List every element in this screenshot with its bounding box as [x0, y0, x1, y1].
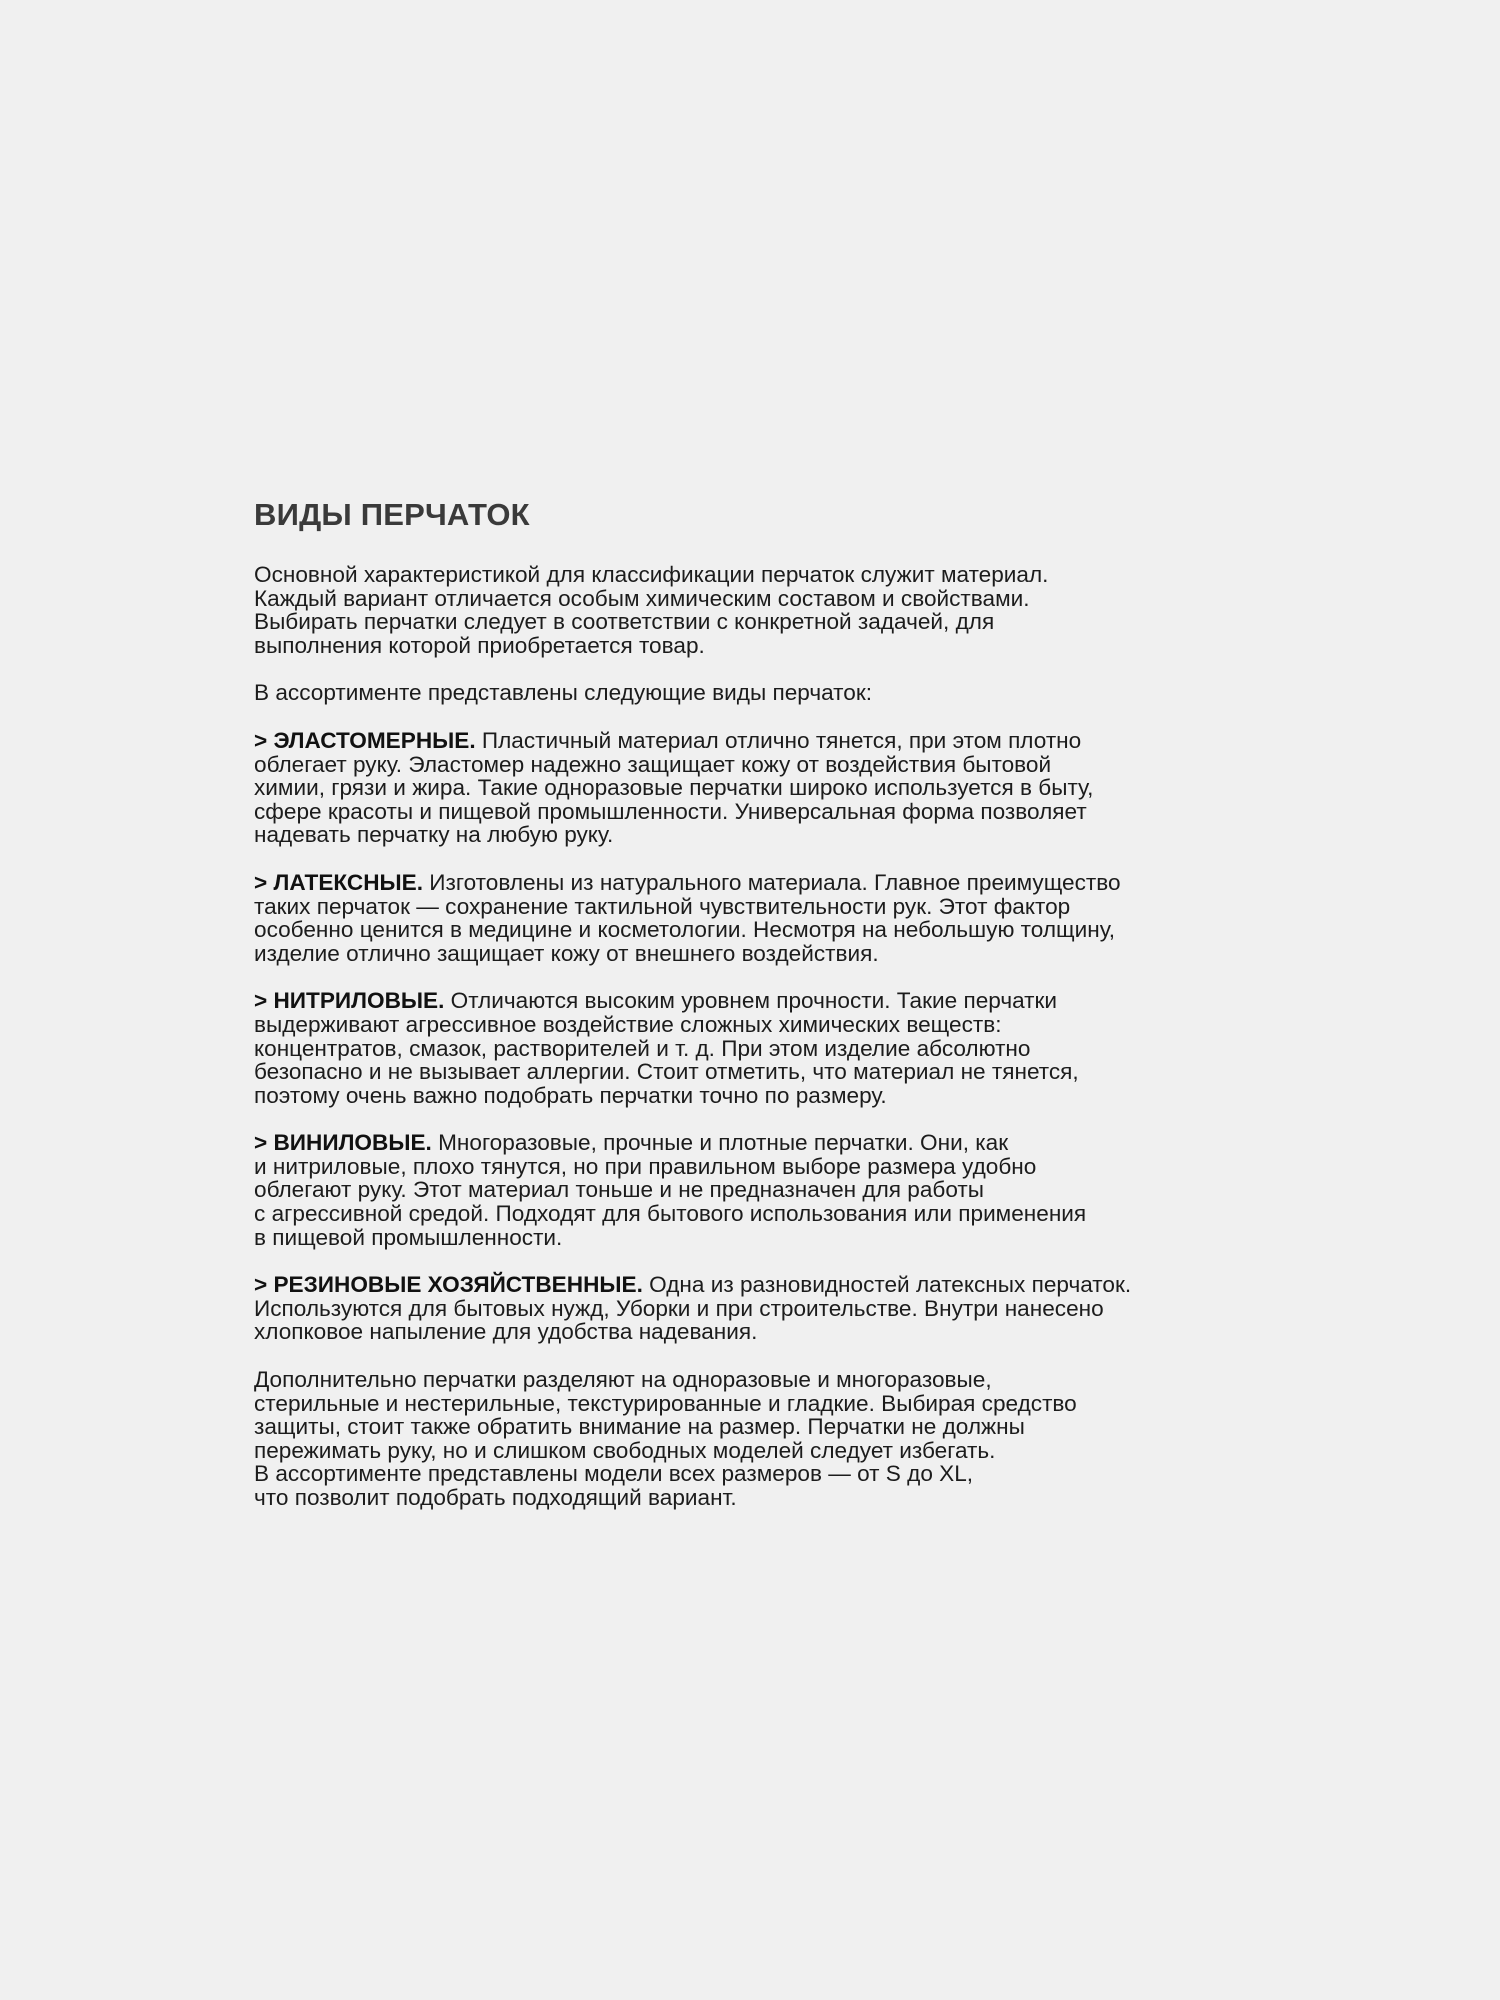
text-line: Основной характеристикой для классификации перчаток служит материал. [254, 562, 1049, 587]
text-line: пережимать руку, но и слишком свободных моделей следует избегать. [254, 1437, 996, 1463]
text-line: что позволит подобрать подходящий вариант. [254, 1485, 737, 1510]
type-vinyl [254, 1131, 1274, 1249]
text-line [254, 1131, 1274, 1155]
text-line: стерильные и нестерильные, текстурированные и гладкие. Выбирая средство [254, 1390, 1077, 1416]
page-title: ВИДЫ ПЕРЧАТОК [254, 497, 530, 532]
text-line: защиты, стоит также обратить внимание на размер. Перчатки не должны [254, 1414, 1025, 1440]
text-line: надевать перчатку на любую руку. [254, 822, 614, 848]
text-line: выдерживают агрессивное воздействие сложных химических веществ: [254, 1011, 1002, 1037]
text-line: изделие отлично защищает кожу от внешнего воздействия. [254, 940, 879, 966]
assortment-paragraph [254, 681, 1274, 705]
type-name: > ЭЛАСТОМЕРНЫЕ. [254, 727, 476, 753]
type-description: Многоразовые, прочные и плотные перчатки. Они, как [431, 1130, 1009, 1156]
type-elastomer [254, 729, 1274, 847]
closing-paragraph [254, 1368, 1274, 1510]
text-line: концентратов, смазок, растворителей и т. д. При этом изделие абсолютно [254, 1035, 1031, 1061]
type-description: Пластичный материал отлично тянется, при этом плотно [475, 727, 1082, 753]
text-line: с агрессивной средой. Подходят для бытового использования или применения [254, 1201, 1087, 1227]
text-line: в пищевой промышленности. [254, 1224, 563, 1250]
intro-paragraph [254, 563, 1274, 657]
text-line: сфере красоты и пищевой промышленности. Универсальная форма позволяет [254, 798, 1087, 824]
type-description: Изготовлены из натурального материала. Главное преимущество [422, 869, 1121, 895]
text-line: В ассортименте представлены модели всех размеров — от S до XL, [254, 1461, 974, 1487]
text-line: Используются для бытовых нужд, Уборки и при строительстве. Внутри нанесено [254, 1295, 1104, 1321]
type-name: > ЛАТЕКСНЫЕ. [254, 869, 423, 895]
text-line: особенно ценится в медицине и косметологии. Несмотря на небольшую толщину, [254, 917, 1116, 943]
text-line: выполнения которой приобретается товар. [254, 632, 705, 658]
type-name: > ВИНИЛОВЫЕ. [254, 1130, 432, 1156]
text-line: В ассортименте представлены следующие виды перчаток: [254, 680, 872, 706]
text-line [254, 989, 1274, 1013]
type-description: Одна из разновидностей латексных перчаток. [642, 1272, 1132, 1298]
text-line: облегают руку. Этот материал тоньше и не предназначен для работы [254, 1177, 985, 1203]
text-line: таких перчаток — сохранение тактильной чувствительности рук. Этот фактор [254, 893, 1071, 919]
text-line [254, 729, 1274, 753]
type-description: Отличаются высоким уровнем прочности. Такие перчатки [444, 988, 1058, 1014]
text-line: облегает руку. Эластомер надежно защищает кожу от воздействия бытовой [254, 751, 1052, 777]
text-line: Каждый вариант отличается особым химическим составом и свойствами. [254, 585, 1030, 611]
type-nitrile [254, 989, 1274, 1107]
type-name: > РЕЗИНОВЫЕ ХОЗЯЙСТВЕННЫЕ. [254, 1272, 643, 1298]
text-line: Выбирать перчатки следует в соответствии с конкретной задачей, для [254, 609, 995, 635]
text-line [254, 871, 1274, 895]
text-line: хлопковое напыление для удобства надевания. [254, 1319, 758, 1345]
text-line [254, 1273, 1274, 1297]
text-line: химии, грязи и жира. Такие одноразовые перчатки широко используется в быту, [254, 775, 1094, 801]
text-line: и нитриловые, плохо тянутся, но при правильном выборе размера удобно [254, 1153, 1037, 1179]
article [254, 496, 1274, 1534]
text-line: Дополнительно перчатки разделяют на одноразовые и многоразовые, [254, 1367, 992, 1393]
type-latex [254, 871, 1274, 965]
text-line: поэтому очень важно подобрать перчатки точно по размеру. [254, 1082, 887, 1108]
type-rubber [254, 1273, 1274, 1344]
text-line: безопасно и не вызывает аллергии. Стоит отметить, что материал не тянется, [254, 1059, 1079, 1085]
type-name: > НИТРИЛОВЫЕ. [254, 988, 445, 1014]
